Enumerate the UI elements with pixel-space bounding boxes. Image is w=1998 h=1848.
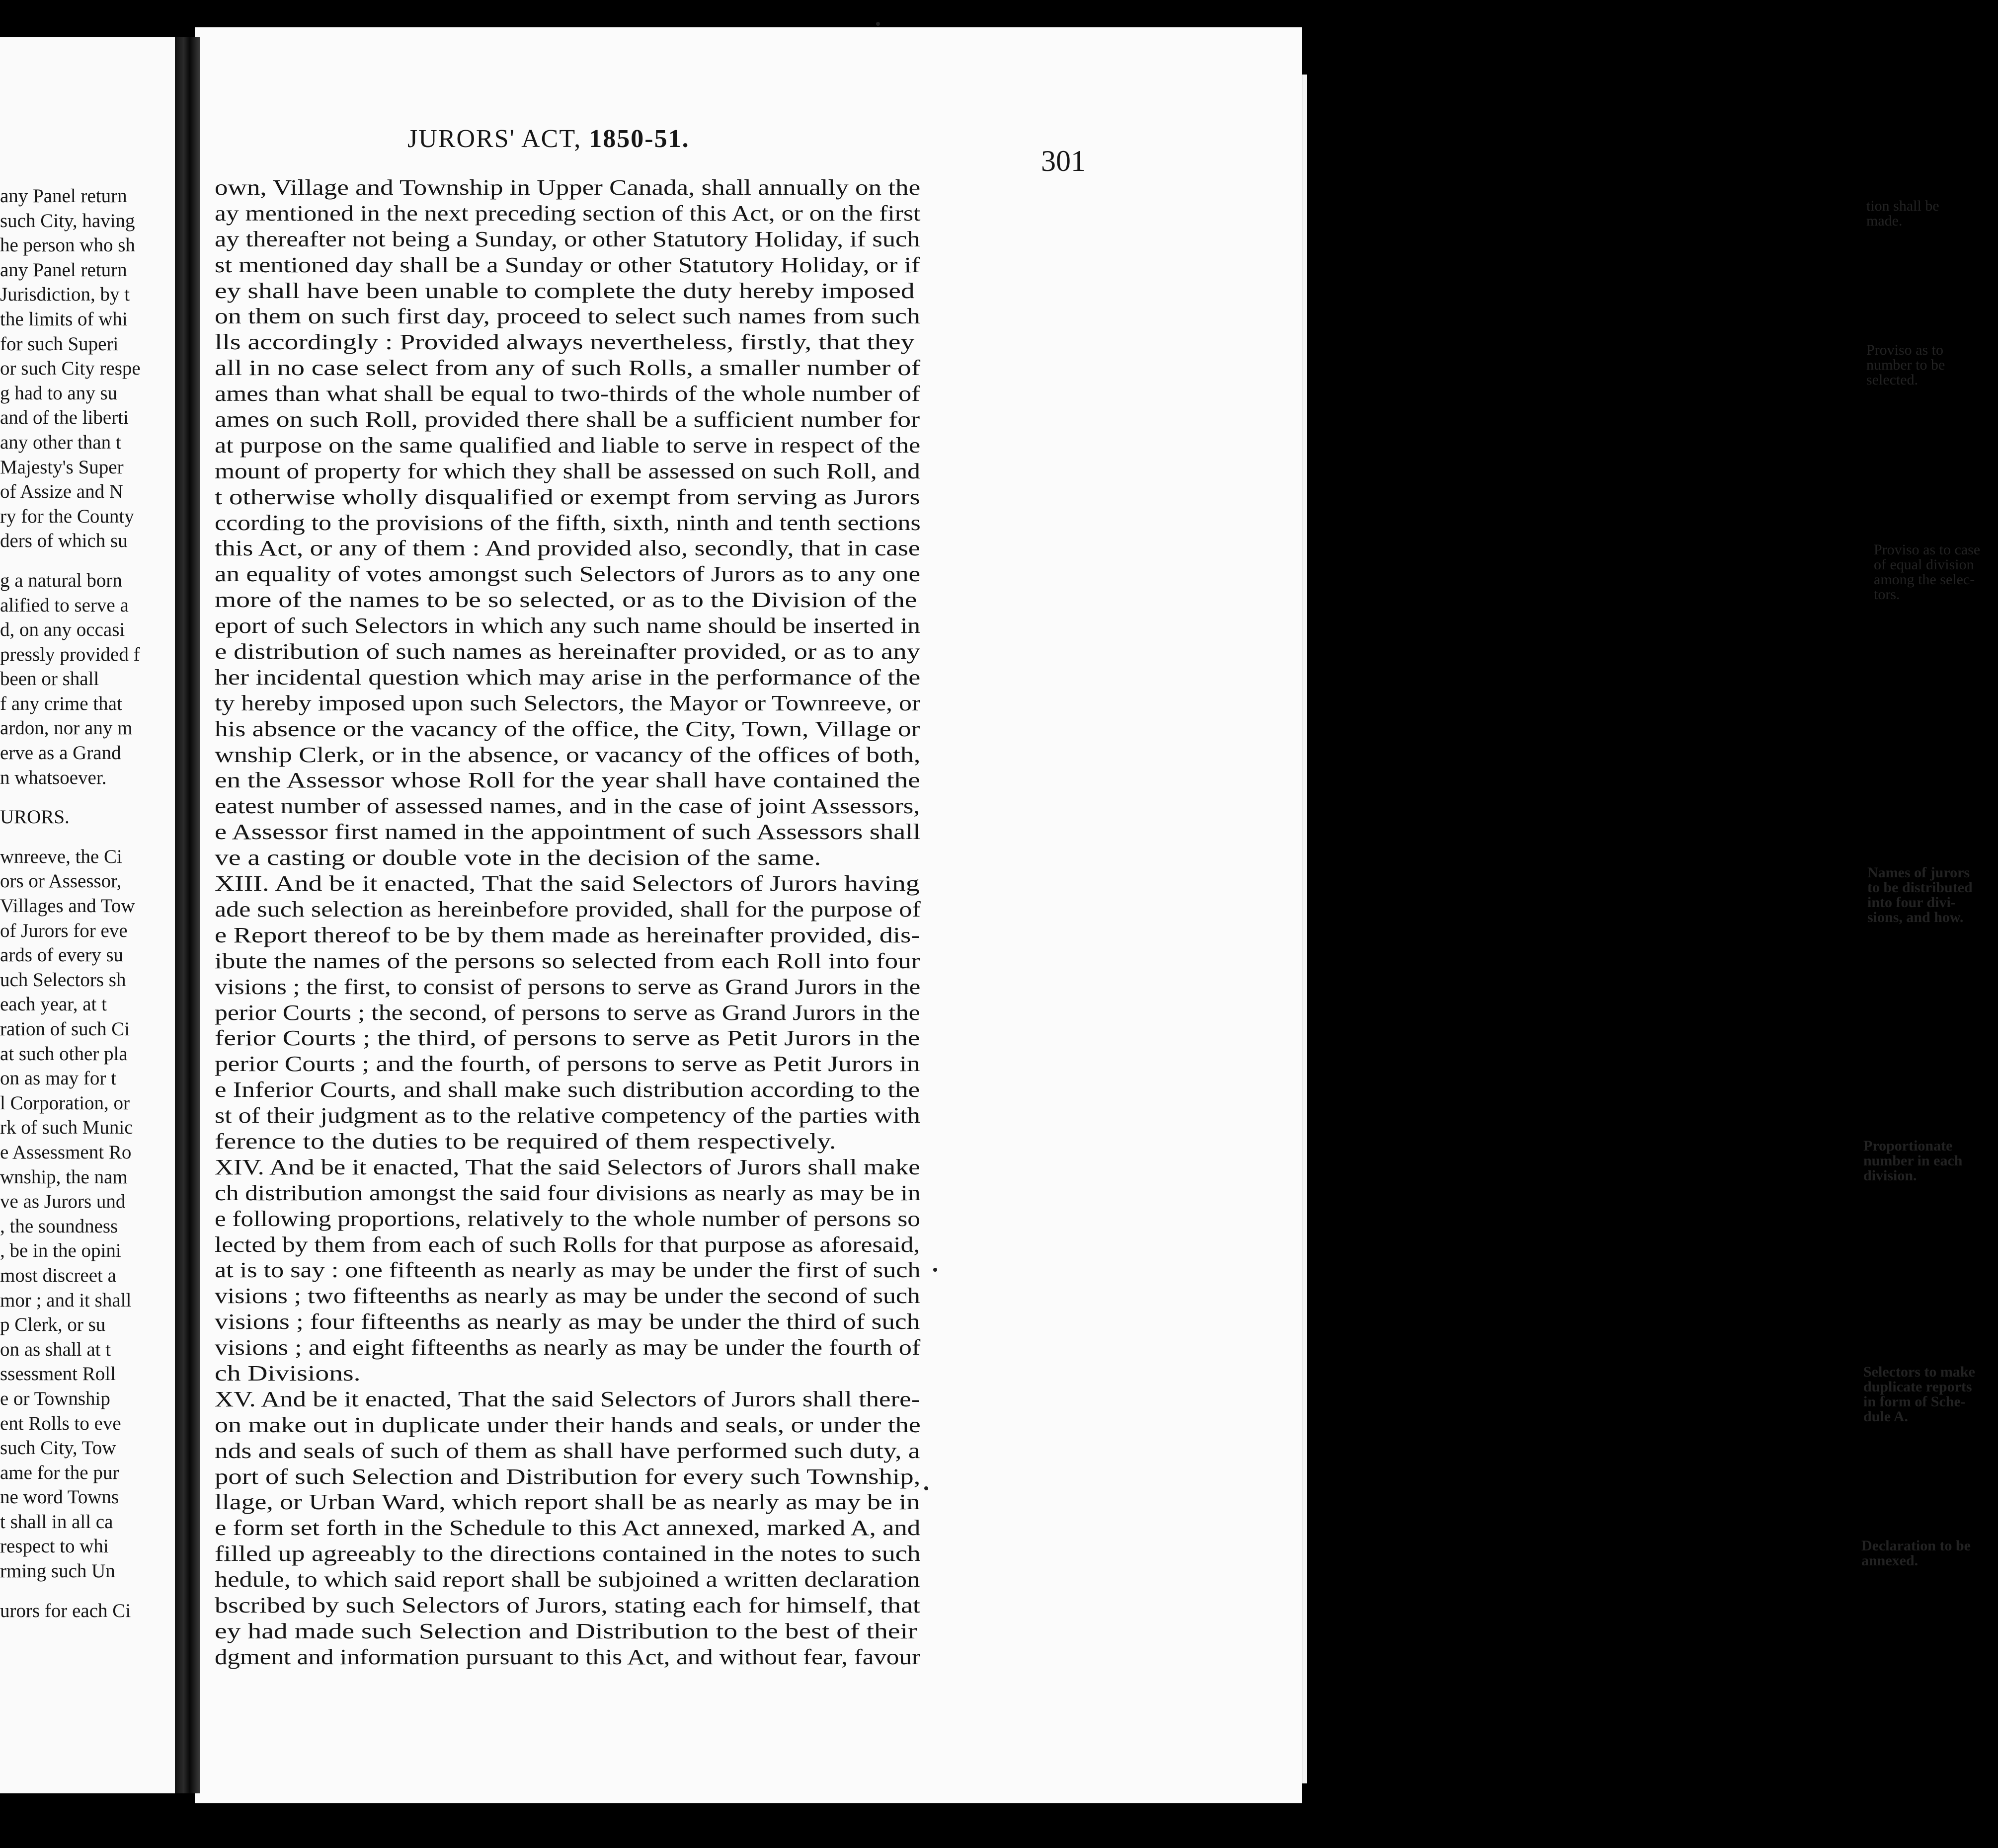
statute-line: e following proportions, relatively to the whole number of persons so — [215, 1206, 920, 1231]
left-page-line: g a natural born — [0, 569, 122, 591]
left-page-line: urors for each Ci — [0, 1600, 131, 1621]
left-page-line: Majesty's Super — [0, 456, 124, 478]
left-page-line: respect to whi — [0, 1536, 109, 1557]
left-page-line: ve as Jurors und — [0, 1191, 126, 1213]
statute-line: ey shall have been unable to complete the duty hereby imposed — [215, 278, 915, 303]
left-page-line: at such other pla — [0, 1043, 128, 1065]
left-page-line: ardon, nor any m — [0, 717, 133, 739]
margin-note-duplicate-reports: Selectors to make duplicate reports in form of Sche- dule A. — [1863, 1364, 1975, 1425]
statute-line: at is to say : one fifteenth as nearly as may be under the first of such — [215, 1257, 921, 1283]
left-page-line: rk of such Munic — [0, 1117, 133, 1139]
statute-line: ey had made such Selection and Distribution to the best of their — [215, 1618, 917, 1643]
statute-line: XIII. And be it enacted, That the said Selectors of Jurors having — [215, 871, 920, 896]
statute-line: XV. And be it enacted, That the said Selectors of Jurors shall there- — [215, 1386, 920, 1411]
statute-line: st mentioned day shall be a Sunday or other Statutory Holiday, or if — [215, 252, 920, 277]
statute-line: eatest number of assessed names, and in the case of joint Assessors, — [215, 793, 920, 819]
left-page-line: , be in the opini — [0, 1240, 121, 1262]
left-page-line: ders of which su — [0, 530, 128, 552]
left-page-line: e or Township — [0, 1387, 110, 1409]
statute-line: ch distribution amongst the said four divisions as nearly as may be in — [215, 1180, 921, 1205]
statute-line: ames than what shall be equal to two-thirds of the whole number of — [215, 381, 920, 406]
left-page-line: been or shall — [0, 668, 99, 690]
statute-line: ade such selection as hereinbefore provided, shall for the purpose of — [215, 896, 921, 922]
left-page-line: or such City respe — [0, 358, 141, 380]
left-page-line: ors or Assessor, — [0, 870, 122, 892]
statute-line: port of such Selection and Distribution for every such Township, — [215, 1463, 921, 1489]
statute-line: his absence or the vacancy of the office, the City, Town, Village or — [215, 716, 920, 741]
statute-line: XIV. And be it enacted, That the said Selectors of Jurors shall make — [215, 1154, 920, 1179]
margin-note-election-made: tion shall be made. — [1866, 198, 1939, 229]
statute-line: all in no case select from any of such Rolls, a smaller number of — [215, 355, 921, 381]
left-page-line: any Panel return — [0, 185, 127, 207]
left-page-line: alified to serve a — [0, 594, 129, 616]
statute-line: ibute the names of the persons so selected from each Roll into four — [215, 948, 920, 973]
left-page-line — [0, 1584, 185, 1599]
statute-line: e form set forth in the Schedule to this Act annexed, marked A, and — [215, 1515, 921, 1540]
statute-line: on make out in duplicate under their hands and seals, or under the — [215, 1412, 921, 1437]
statute-line: this Act, or any of them : And provided also, secondly, that in case — [215, 536, 920, 561]
statute-line: more of the names to be so selected, or as to the Division of the — [215, 587, 917, 613]
statute-line: her incidental question which may arise in the performance of the — [215, 664, 921, 690]
statute-line: ccording to the provisions of the fifth, sixth, ninth and tenth sections — [215, 510, 921, 535]
statute-line: st of their judgment as to the relative competency of the parties with — [215, 1103, 920, 1128]
statute-line: hedule, to which said report shall be subjoined a written declaration — [215, 1567, 920, 1592]
statute-line: lected by them from each of such Rolls for that purpose as aforesaid, — [215, 1232, 920, 1257]
statute-line: own, Village and Township in Upper Canada, shall annually on the — [215, 175, 921, 200]
statute-text — [215, 175, 940, 1670]
statute-line: ty hereby imposed upon such Selectors, the Mayor or Townreeve, or — [215, 690, 921, 715]
left-page-line: mor ; and it shall — [0, 1289, 132, 1311]
statute-line: dgment and information pursuant to this Act, and without fear, favour — [215, 1644, 920, 1669]
statute-line: e distribution of such names as hereinafter provided, or as to any — [215, 639, 921, 664]
header-year: 1850-51. — [589, 125, 690, 153]
statute-line: visions ; two fifteenths as nearly as may be under the second of such — [215, 1283, 920, 1309]
left-page-line: n whatsoever. — [0, 767, 107, 788]
left-page-line: d, on any occasi — [0, 619, 125, 641]
left-page-line: ame for the pur — [0, 1462, 119, 1483]
left-page-line: ent Rolls to eve — [0, 1412, 121, 1434]
statute-line: ference to the duties to be required of them respectively. — [215, 1128, 836, 1154]
left-page-line: t shall in all ca — [0, 1511, 113, 1533]
left-page-line: on as may for t — [0, 1068, 116, 1089]
left-page-text — [0, 184, 185, 1623]
statute-line: ferior Courts ; the third, of persons to serve as Petit Jurors in the — [215, 1025, 920, 1051]
left-page-line: , the soundness — [0, 1215, 118, 1237]
left-page-line: ssessment Roll — [0, 1363, 116, 1385]
statute-line: e Report thereof to be by them made as hereinafter provided, dis- — [215, 922, 920, 947]
statute-line: en the Assessor whose Roll for the year shall have contained the — [215, 768, 920, 793]
left-page-line: and of the liberti — [0, 407, 129, 429]
margin-note-names-distributed: Names of jurors to be distributed into four divi- sions, and how. — [1867, 864, 1973, 925]
left-page-line: any other than t — [0, 431, 121, 453]
statute-line: nds and seals of such of them as shall have performed such duty, a — [215, 1438, 920, 1463]
left-page-line: of Assize and N — [0, 481, 124, 503]
left-page-line: such City, Tow — [0, 1437, 116, 1459]
statute-line: llage, or Urban Ward, which report shall be as nearly as may be in — [215, 1489, 920, 1515]
statute-line: t otherwise wholly disqualified or exempt from serving as Jurors — [215, 484, 920, 509]
running-title: JURORS' ACT, — [407, 125, 582, 153]
statute-line: ay thereafter not being a Sunday, or other Statutory Holiday, if such — [215, 226, 920, 251]
left-page-line: Villages and Tow — [0, 895, 135, 917]
statute-line: bscribed by such Selectors of Jurors, stating each for himself, that — [215, 1592, 920, 1617]
left-page-line: rming such Un — [0, 1560, 115, 1582]
left-page-line: he person who sh — [0, 234, 135, 256]
statute-line: filled up agreeably to the directions contained in the notes to such — [215, 1541, 921, 1566]
statute-line: lls accordingly : Provided always nevertheless, firstly, that they — [215, 329, 915, 355]
statute-line: visions ; four fifteenths as nearly as may be under the third of such — [215, 1309, 920, 1334]
left-page-line: wnreeve, the Ci — [0, 846, 122, 867]
statute-line: visions ; and eight fifteenths as nearly as may be under the fourth of — [215, 1335, 921, 1360]
book-gutter — [175, 37, 200, 1793]
statute-line: perior Courts ; and the fourth, of persons to serve as Petit Jurors in — [215, 1051, 920, 1077]
left-page-line: ards of every su — [0, 944, 123, 966]
left-page-line: URORS. — [0, 806, 70, 828]
left-page-line: f any crime that — [0, 693, 122, 714]
statute-line: mount of property for which they shall be assessed on such Roll, and — [215, 458, 920, 483]
statute-line: ay mentioned in the next preceding section of this Act, or on the first — [215, 200, 921, 226]
left-page-line: l Corporation, or — [0, 1092, 130, 1114]
page-number: 301 — [1041, 145, 1086, 177]
ink-speck — [924, 1486, 928, 1490]
left-page-line: for such Superi — [0, 333, 119, 355]
statute-line: an equality of votes amongst such Selectors of Jurors as to any one — [215, 561, 921, 587]
left-page-line: of Jurors for eve — [0, 920, 128, 941]
left-page-line: on as shall at t — [0, 1338, 111, 1360]
running-header — [407, 124, 690, 154]
ink-speck — [933, 1268, 937, 1272]
left-page-line: uch Selectors sh — [0, 969, 126, 991]
left-page-line: e Assessment Ro — [0, 1141, 132, 1163]
statute-line: eport of such Selectors in which any such name should be inserted in — [215, 613, 921, 638]
margin-note-proportionate-number: Proportionate number in each division. — [1863, 1138, 1963, 1184]
statute-line: e Assessor first named in the appointment of such Assessors shall — [215, 819, 921, 845]
statute-line: e Inferior Courts, and shall make such distribution according to the — [215, 1077, 920, 1102]
margin-note-declaration: Declaration to be annexed. — [1861, 1538, 1971, 1569]
left-page-line: such City, having — [0, 210, 135, 231]
left-page-line: the limits of whi — [0, 308, 128, 330]
left-page-line — [0, 830, 185, 845]
left-page-line — [0, 553, 185, 568]
left-page-line: ne word Towns — [0, 1486, 119, 1508]
statute-line: perior Courts ; the second, of persons to serve as Grand Jurors in the — [215, 1000, 920, 1025]
left-page — [0, 37, 180, 1793]
left-page-line: g had to any su — [0, 382, 118, 404]
statute-line: ve a casting or double vote in the decision of the same. — [215, 845, 821, 870]
left-page-line: ration of such Ci — [0, 1018, 130, 1040]
statute-line: ames on such Roll, provided there shall be a sufficient number for — [215, 407, 920, 432]
left-page-line: Jurisdiction, by t — [0, 284, 130, 306]
statute-line: at purpose on the same qualified and liable to serve in respect of the — [215, 432, 921, 458]
margin-note-proviso-equal-division: Proviso as to case of equal division among the selec- tors. — [1874, 541, 1981, 603]
left-page-line: each year, at t — [0, 994, 107, 1015]
left-page-line: ry for the County — [0, 505, 134, 527]
margin-note-proviso-number: Proviso as to number to be selected. — [1866, 342, 1945, 388]
statute-line: on them on such first day, proceed to select such names from such — [215, 304, 920, 329]
statute-line: wnship Clerk, or in the absence, or vacancy of the offices of both, — [215, 742, 921, 767]
left-page-line: most discreet a — [0, 1264, 116, 1286]
statute-line: ch Divisions. — [215, 1360, 361, 1386]
left-page-line — [0, 790, 185, 805]
ink-speck — [876, 22, 880, 26]
left-page-line: p Clerk, or su — [0, 1314, 106, 1336]
left-page-line: pressly provided f — [0, 643, 140, 665]
left-page-line: wnship, the nam — [0, 1166, 128, 1188]
left-page-line: any Panel return — [0, 259, 127, 281]
left-page-line: erve as a Grand — [0, 742, 121, 764]
statute-line: visions ; the first, to consist of persons to serve as Grand Jurors in the — [215, 974, 921, 999]
